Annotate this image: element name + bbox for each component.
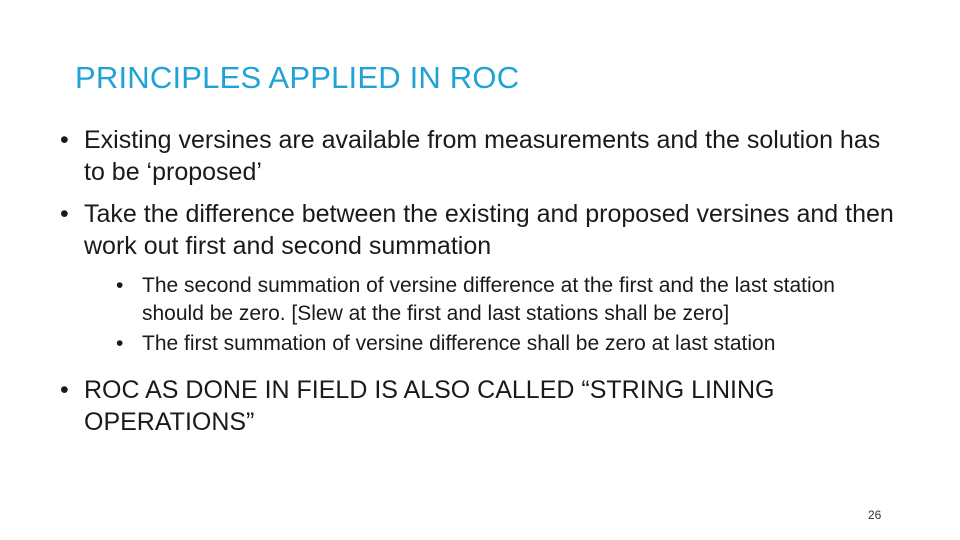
bullet-text: Existing versines are available from measurements and the solution has to be ‘proposed’ (84, 126, 881, 186)
bullet-text: Take the difference between the existing and proposed versines and then work out first and second summation (84, 200, 894, 260)
bullet-level2 (116, 272, 900, 328)
bullet-level1 (60, 374, 834, 438)
bullet-dot: • (60, 200, 69, 228)
bullet-text: The first summation of versine difference shall be zero at last station (142, 332, 776, 355)
slide-body (60, 124, 900, 448)
bullet-dot: • (116, 332, 124, 355)
bullet-dot: • (60, 376, 69, 404)
bullet-level1 (60, 124, 900, 188)
sub-bullet-list (116, 272, 900, 358)
bullet-dot: • (60, 126, 69, 154)
slide-title: PRINCIPLES APPLIED IN ROC (75, 60, 520, 95)
page-number: 26 (868, 508, 882, 522)
bullet-text: ROC AS DONE IN FIELD IS ALSO CALLED “STRING LINING OPERATIONS” (84, 376, 775, 436)
bullet-text: The second summation of versine difference at the first and the last station should be zero. [Slew at the first and last stations shall be zero] (142, 274, 835, 325)
bullet-level2 (116, 330, 900, 358)
bullet-dot: • (116, 274, 124, 297)
bullet-level1 (60, 198, 900, 262)
